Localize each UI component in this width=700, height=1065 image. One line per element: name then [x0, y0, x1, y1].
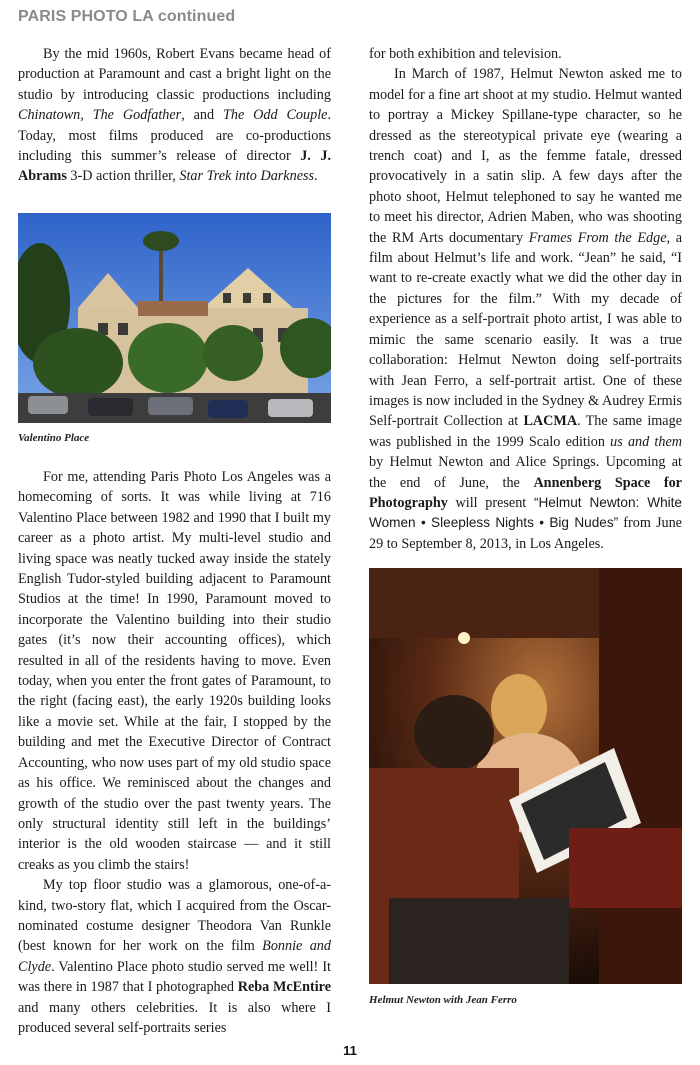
- paragraph-robert-evans: By the mid 1960s, Robert Evans became head of production at Paramount and cast a bright light on the studio by introducing classic productions including Chinatown, The Godfather, and The Odd Couple. Today, most films produced are co-productions including this summer’s release of director J. J. Abrams 3-D action thriller, Star Trek into Darkness.: [18, 46, 331, 185]
- running-header: PARIS PHOTO LA continued: [18, 8, 236, 25]
- paragraph-helmut-newton: In March of 1987, Helmut Newton asked me to model for a fine art shoot at my studio. Helmut wanted to portray a Mickey Spillane-type character, so he dressed as the stereotypical private eye (wearing a trench coat) and I, as the femme fatale, dressed provocatively in a satin slip. A few days after the photo shoot, Helmut telephoned to say he wanted me to meet his director, Adrien Maben, who was shooting the RM Arts documentary Frames From the Edge, a film about Helmut’s life and work. “Jean” he said, “I want to re-create exactly what we did the other day in the pictures for the film.” With my decade of experience as a self-portrait photo artist, I was able to mimic the same scenario easily. It was a true collaboration: Helmut Newton doing self-portraits with Jean Ferro, a self-portrait artist. One of these images is now included in the Sydney & Audrey Ermis Self-portrait Collection at LACMA. The same image was published in the 1999 Scalo edition us and them by Helmut Newton and Alice Springs. Upcoming at the end of June, the Annenberg Space for Photography will present “Helmut Newton: White Women • Sleepless Nights • Big Nudes” from June 29 to September 8, 2013, in Los Angeles.: [369, 66, 682, 552]
- caption-helmut-newton: Helmut Newton with Jean Ferro: [369, 994, 517, 1006]
- paragraph-top-floor-studio: My top floor studio was a glamorous, one-of-a-kind, two-story flat, which I acquired from the Oscar-nominated costume designer Theodora Van Runkle (best known for her work on the film Bonnie and Clyde. Valentino Place photo studio served me well! It was there in 1987 that I photographed Reba McEntire and many others celebrities. It is also where I produced several self-portraits series: [18, 877, 332, 1036]
- left-column-bottom: [18, 467, 331, 1038]
- left-column-top: [18, 44, 331, 187]
- right-column: [369, 44, 682, 554]
- caption-valentino-place: Valentino Place: [18, 432, 90, 444]
- valentino-place-photo: [18, 213, 331, 423]
- helmut-newton-photo: [369, 568, 682, 984]
- page-number: 11: [343, 1043, 357, 1058]
- paragraph-continuation: for both exhibition and television.: [369, 46, 562, 62]
- paragraph-homecoming: For me, attending Paris Photo Los Angeles was a homecoming of sorts. It was while living at 716 Valentino Place between 1982 and 1990 that I built my career as a photo artist. My multi-level studio and living space was neatly tucked away inside the stately English Tudor-styled building adjacent to Paramount Studios at the time! In 1990, Paramount moved to incorporate the Valentino building into their studio gates (it’s now their accounting offices), which resulted in all of the residents having to move. Even today, when you enter the front gates of Paramount, to the right (facing east), the early 1920s building looks like a movie set. While at the fair, I stopped by the building and met the Executive Director of Contract Accounting, who now uses part of my old studio space as his office. We reminisced about the changes and growth of the studio over the past twenty years. The only structural identity still left in the buildings’ interior is the old wooden staircase — and it still creaks as you climb the stairs!: [18, 469, 331, 873]
